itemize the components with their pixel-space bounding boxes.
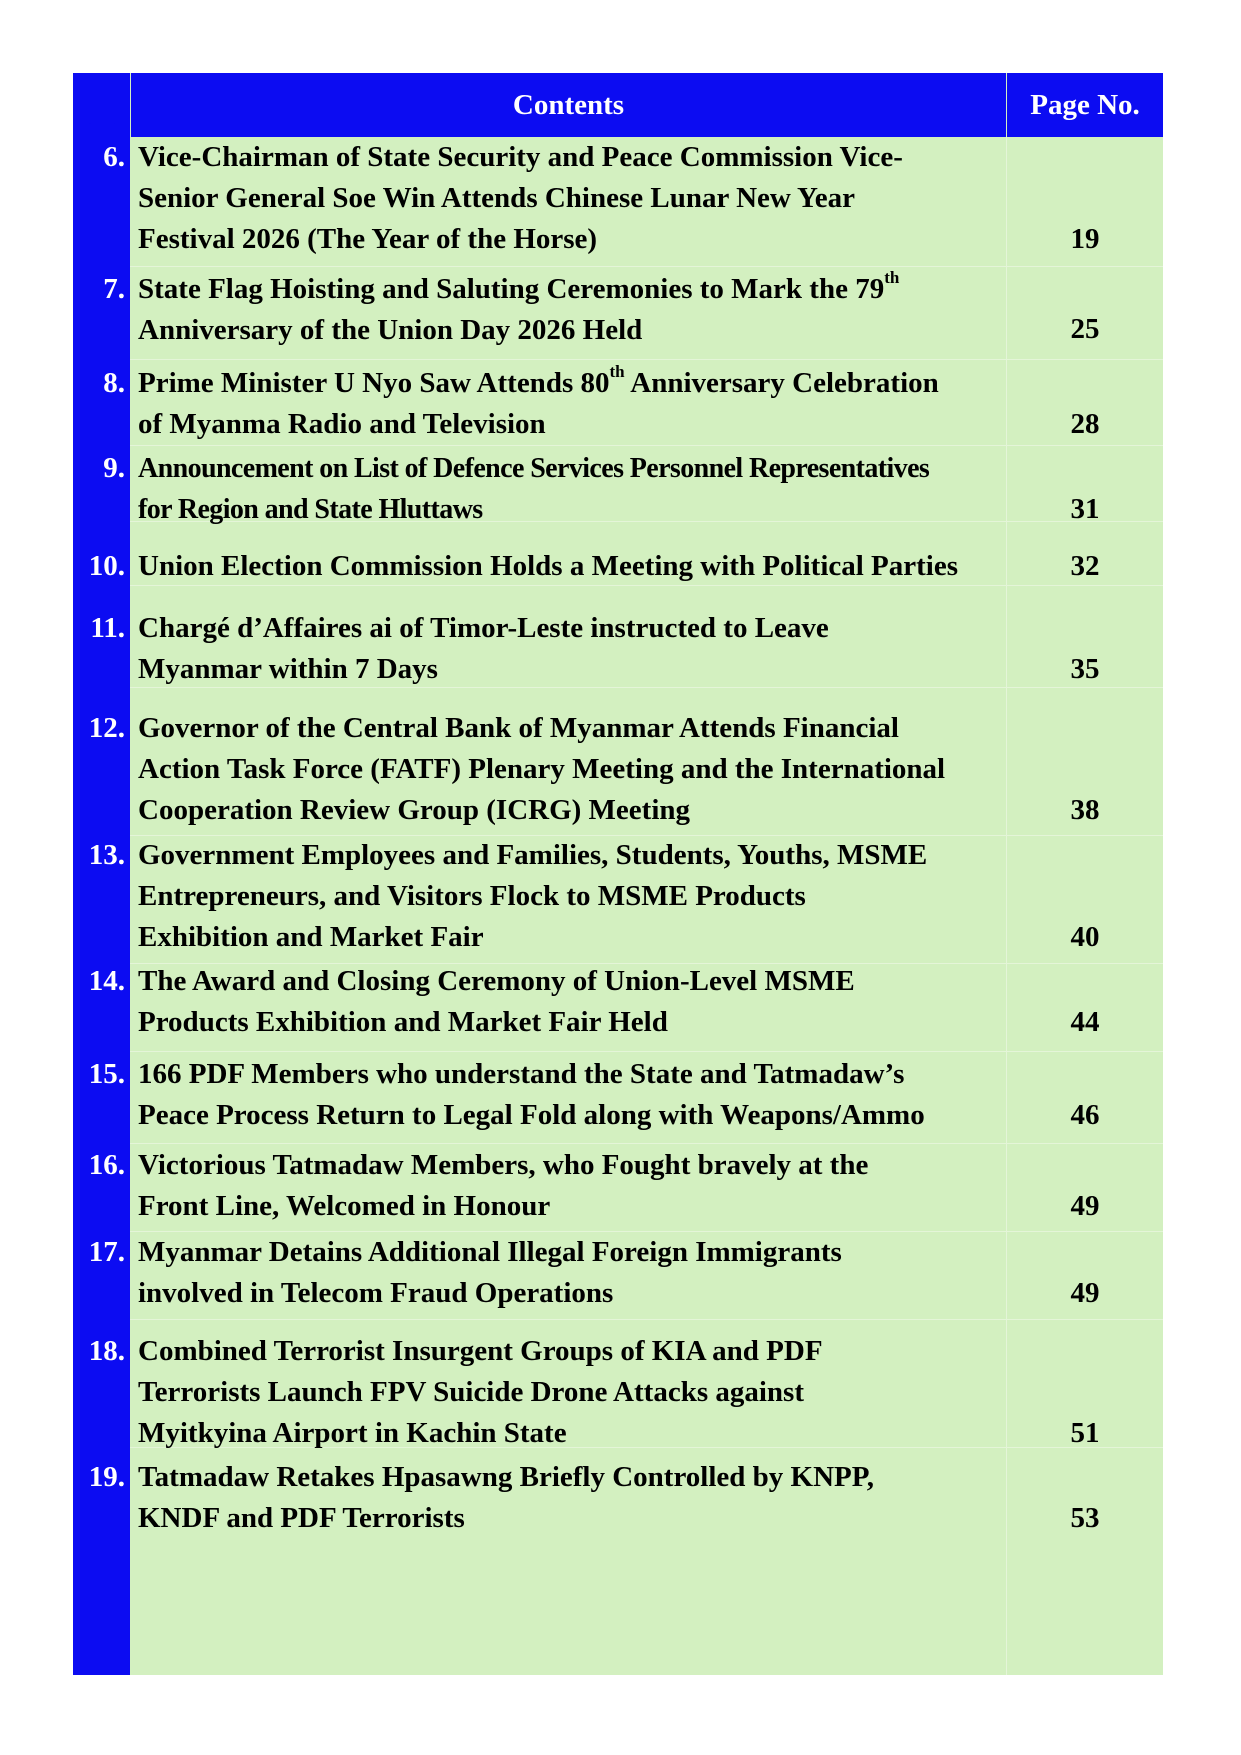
entry-page: 35 — [1070, 653, 1100, 685]
entry-number: 10. — [88, 550, 125, 582]
entry-title: Vice-Chairman of State Security and Peace Commission Vice- Senior General Soe Win Attends Chinese Lunar New Year Festival 2026 (The Year of the Horse) — [138, 141, 903, 255]
entry-title: 166 PDF Members who understand the State and Tatmadaw’s Peace Process Return to Legal Fold along with Weapons/Ammo — [138, 1058, 925, 1131]
header-contents: Contents — [130, 73, 1006, 137]
ordinal-superscript: th — [884, 268, 900, 288]
entry-page: 25 — [1070, 313, 1100, 345]
entry-title: Governor of the Central Bank of Myanmar Attends Financial Action Task Force (FATF) Plenary Meeting and the International Cooperation Review Group (ICRG) Meeting — [138, 712, 946, 826]
entry-page: 49 — [1070, 1277, 1100, 1309]
entry-number: 7. — [103, 273, 125, 305]
entry-page: 28 — [1070, 408, 1100, 440]
contents-table — [73, 73, 1163, 1675]
entry-title — [138, 363, 1004, 445]
entry-number: 8. — [103, 367, 125, 399]
entry-title: Government Employees and Families, Students, Youths, MSME Entrepreneurs, and Visitors Flock to MSME Products Exhibition and Market Fair — [138, 839, 928, 953]
entry-title: Tatmadaw Retakes Hpasawng Briefly Controlled by KNPP, KNDF and PDF Terrorists — [138, 1461, 875, 1534]
entry-number: 12. — [88, 712, 125, 744]
entry-title-part: Prime Minister U Nyo Saw Attends 80 — [138, 367, 610, 399]
entry-number: 15. — [88, 1058, 125, 1090]
row-divider — [130, 445, 1163, 446]
row-divider — [130, 266, 1163, 267]
row-divider — [130, 1051, 1163, 1052]
entry-page: 38 — [1070, 794, 1100, 826]
entry-number: 9. — [103, 452, 125, 484]
row-divider — [130, 1143, 1163, 1144]
entry-title: The Award and Closing Ceremony of Union-Level MSME Products Exhibition and Market Fair Held — [138, 965, 855, 1038]
entry-title-part: Anniversary of the Union Day 2026 Held — [138, 314, 643, 346]
entry-page: 19 — [1070, 223, 1100, 255]
entry-page: 53 — [1070, 1502, 1100, 1534]
ordinal-superscript: th — [609, 362, 625, 382]
entry-page: 31 — [1070, 493, 1100, 525]
entry-number: 19. — [88, 1461, 125, 1493]
entry-page: 46 — [1070, 1099, 1100, 1131]
entry-title: Myanmar Detains Additional Illegal Foreign Immigrants involved in Telecom Fraud Operations — [138, 1236, 842, 1309]
entry-number: 16. — [88, 1149, 125, 1181]
entry-title: Chargé d’Affaires ai of Timor-Leste instructed to Leave Myanmar within 7 Days — [138, 612, 829, 685]
entry-page: 51 — [1070, 1417, 1100, 1449]
entry-number: 17. — [88, 1236, 125, 1268]
header-star-cell — [73, 73, 130, 137]
row-divider — [130, 359, 1163, 360]
entry-number: 18. — [88, 1335, 125, 1367]
entry-title-part: State Flag Hoisting and Saluting Ceremonies to Mark the 79 — [138, 273, 885, 305]
entry-title — [138, 269, 1004, 351]
entry-title: Announcement on List of Defence Services Personnel Representatives for Region and State Hluttaws — [138, 453, 930, 525]
entry-page: 40 — [1070, 921, 1100, 953]
entry-title: Union Election Commission Holds a Meeting with Political Parties — [138, 550, 959, 582]
row-divider — [130, 1319, 1163, 1320]
entry-title-part: Anniversary Celebration of Myanma Radio and Television — [138, 367, 939, 440]
entry-page: 44 — [1070, 1006, 1100, 1038]
entry-page: 49 — [1070, 1190, 1100, 1222]
entry-page: 32 — [1070, 550, 1100, 582]
entry-number: 11. — [90, 612, 125, 644]
entry-number: 13. — [88, 839, 125, 871]
entry-title: Combined Terrorist Insurgent Groups of KIA and PDF Terrorists Launch FPV Suicide Drone Attacks against Myitkyina Airport in Kachin State — [138, 1335, 823, 1449]
entry-number: 6. — [103, 141, 125, 173]
header-page-no: Page No. — [1006, 73, 1163, 137]
entry-number: 14. — [88, 965, 125, 997]
entry-title: Victorious Tatmadaw Members, who Fought bravely at the Front Line, Welcomed in Honour — [138, 1149, 869, 1222]
star-icon — [80, 83, 124, 127]
